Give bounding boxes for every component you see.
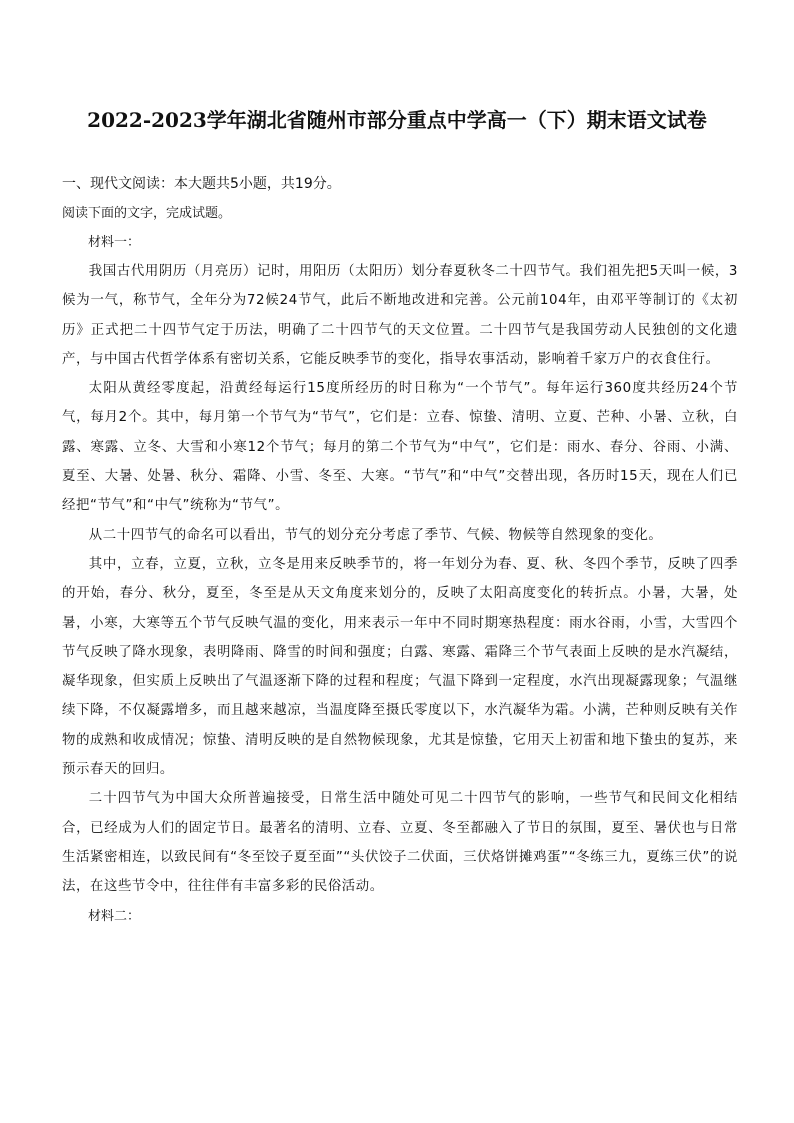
material-two-label: 材料二：: [88, 908, 141, 924]
section-heading: 一、现代文阅读：本大题共5小题，共19分。: [62, 176, 341, 192]
paragraph: 太阳从黄经零度起，沿黄经每运行15度所经历的时日称为“一个节气”。每年运行360度共经历24个节气，每月2个。其中，每月第一个节气为“节气”，它们是：立春、惊蛰、清明、立夏、芒种、小暑、立秋，白露、寒露、立冬、大雪和小寒12个节气；每月的第二个节气为“中气”，它们是：雨水、春分、谷雨、小满、夏至、大暑、处暑、秋分、霜降、小雪、冬至、大寒。“节气”和“中气”交替出现，各历时15天，现在人们已经把“节气”和“中气”统称为“节气”。: [62, 381, 738, 514]
paragraph: 其中，立春，立夏，立秋，立冬是用来反映季节的，将一年划分为春、夏、秋、冬四个季节，反映了四季的开始，春分、秋分，夏至，冬至是从天文角度来划分的，反映了太阳高度变化的转折点。小暑，大暑，处暑，小寒，大寒等五个节气反映气温的变化，用来表示一年中不同时期寒热程度：雨水谷雨，小雪，大雪四个节气反映了降水现象，表明降雨、降雪的时间和强度；白露、寒露、霜降三个节气表面上反映的是水汽凝结，凝华现象，但实质上反映出了气温逐渐下降的过程和程度；气温下降到一定程度，水汽出现凝露现象；气温继续下降，不仅凝露增多，而且越来越凉，当温度降至摄氏零度以下，水汽凝华为霜。小满，芒种则反映有关作物的成熟和收成情况；惊蛰、清明反映的是自然物候现象，尤其是惊蛰，它用天上初雷和地下蛰虫的复苏，来预示春天的回归。: [62, 556, 738, 778]
material-one-label: 材料一：: [88, 235, 141, 250]
page-title: 2022-2023学年湖北省随州市部分重点中学高一（下）期末语文试卷: [87, 108, 707, 132]
instruction-text: 阅读下面的文字，完成试题。: [62, 206, 232, 221]
paragraph: 我国古代用阴历（月亮历）记时，用阳历（太阳历）划分春夏秋冬二十四节气。我们祖先把5天叫一候，3候为一气，称节气，全年分为72候24节气，此后不断地改进和完善。公元前104年，由邓平等制订的《太初历》正式把二十四节气定于历法，明确了二十四节气的天文位置。二十四节气是我国劳动人民独创的文化遗产，与中国古代哲学体系有密切关系，它能反映季节的变化，指导农事活动，影响着千家万户的衣食住行。: [62, 264, 738, 367]
paragraph: 二十四节气为中国大众所普遍接受，日常生活中随处可见二十四节气的影响，一些节气和民间文化相结合，已经成为人们的固定节日。最著名的清明、立春、立夏、冬至都融入了节日的氛围，夏至、暑伏也与日常生活紧密相连，以致民间有“冬至饺子夏至面”“头伏饺子二伏面，三伏烙饼摊鸡蛋”“冬练三九，夏练三伏”的说法，在这些节令中，往往伴有丰富多彩的民俗活动。: [62, 791, 738, 895]
paragraph: 从二十四节气的命名可以看出，节气的划分充分考虑了季节、气候、物候等自然现象的变化。: [88, 527, 663, 543]
document-body: [62, 170, 738, 931]
